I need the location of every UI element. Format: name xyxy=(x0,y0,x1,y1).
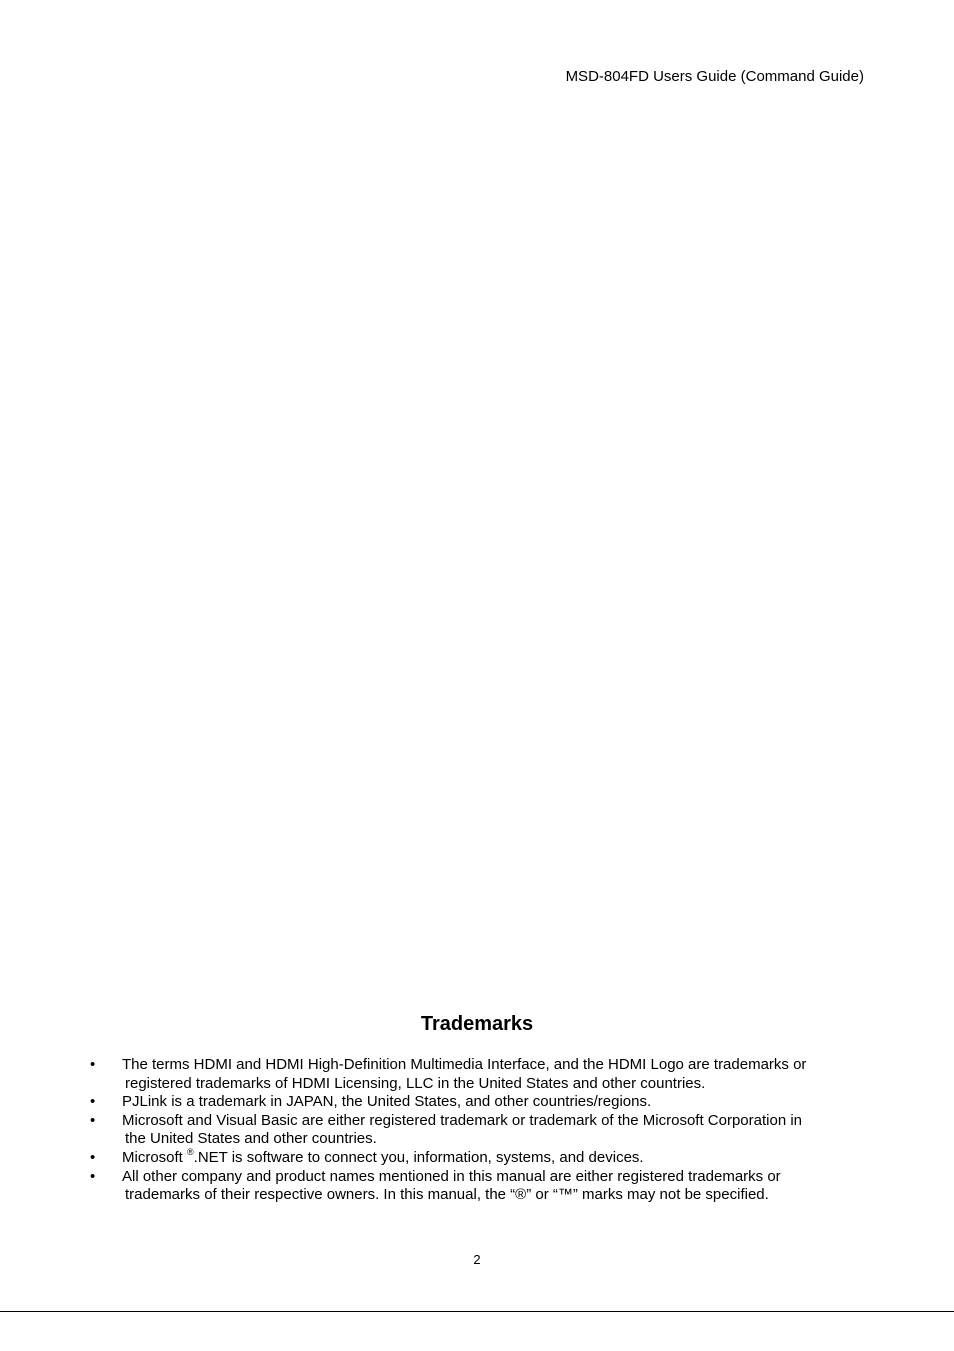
bullet-icon: • xyxy=(90,1148,96,1166)
list-item xyxy=(87,1146,877,1168)
page-number: 2 xyxy=(473,1252,481,1267)
list-item-suffix: .NET is software to connect you, information, systems, and devices. xyxy=(193,1148,644,1166)
list-item-prefix: Microsoft xyxy=(122,1148,188,1166)
list-item xyxy=(87,1056,877,1093)
bullet-icon: • xyxy=(90,1093,96,1111)
list-item-text: registered trademarks of HDMI Licensing, LLC in the United States and other countries. xyxy=(125,1074,706,1092)
list-item-text xyxy=(122,1146,877,1168)
list-item xyxy=(87,1112,877,1149)
list-item xyxy=(87,1093,877,1112)
trademarks-heading: Trademarks xyxy=(420,1013,534,1035)
bullet-icon: • xyxy=(90,1167,96,1185)
list-item-text: PJLink is a trademark in JAPAN, the United States, and other countries/regions. xyxy=(122,1093,652,1111)
footer-divider xyxy=(0,1311,954,1312)
list-item-text: All other company and product names mentioned in this manual are either registered trademarks or xyxy=(122,1167,781,1185)
bullet-icon: • xyxy=(90,1111,96,1129)
list-item-text: Microsoft and Visual Basic are either registered trademark or trademark of the Microsoft Corporation in xyxy=(122,1111,803,1129)
trademarks-list xyxy=(87,1056,877,1205)
page-header-title: MSD-804FD Users Guide (Command Guide) xyxy=(565,68,864,85)
bullet-icon: • xyxy=(90,1056,96,1073)
list-item xyxy=(87,1168,877,1205)
list-item-text: The terms HDMI and HDMI High-Definition Multimedia Interface, and the HDMI Logo are trademarks or xyxy=(122,1056,807,1073)
list-item-text: the United States and other countries. xyxy=(125,1130,377,1148)
registered-mark: ® xyxy=(187,1146,194,1157)
list-item-text: trademarks of their respective owners. In this manual, the “®” or “™” marks may not be specified. xyxy=(125,1186,769,1204)
